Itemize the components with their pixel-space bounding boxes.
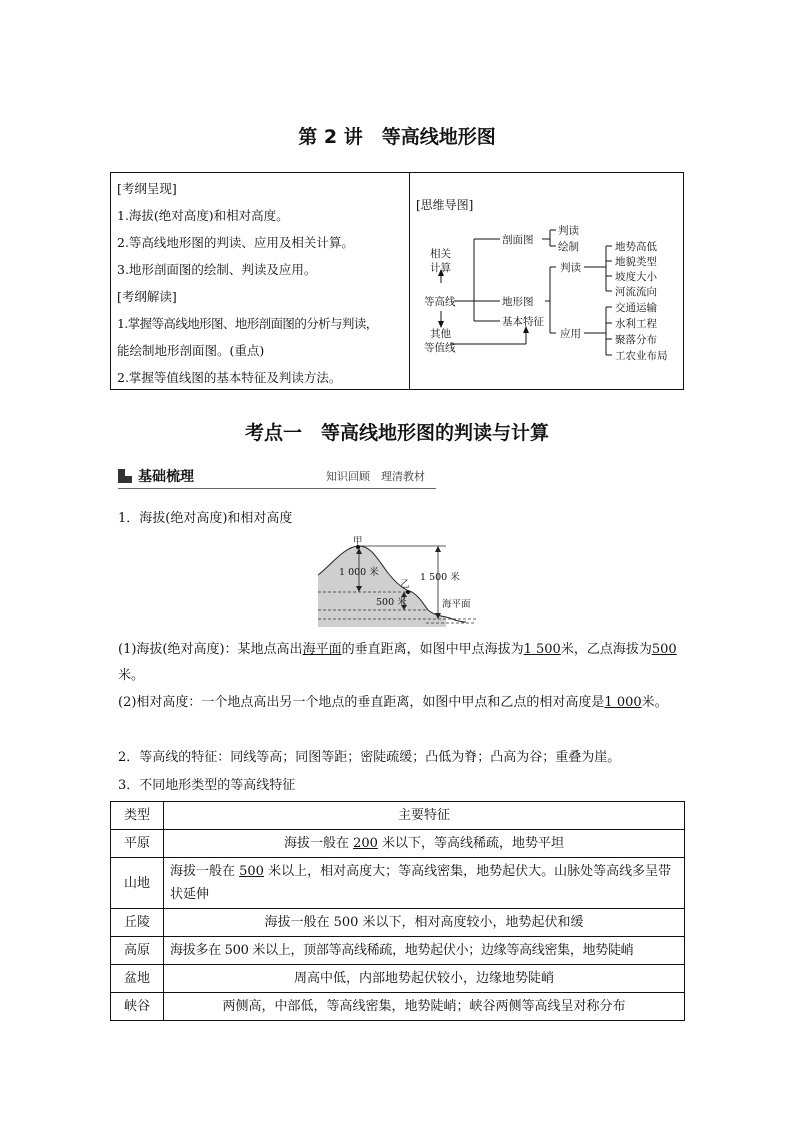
landform-table xyxy=(110,801,685,1021)
mind-node: 等值线 xyxy=(424,342,456,354)
label-1500: 1 500 米 xyxy=(420,572,460,583)
heading-3: 3．不同地形类型的等高线特征 xyxy=(118,778,296,793)
syllabus-line: 能绘制地形剖面图。(重点) xyxy=(117,343,265,358)
text: (1)海拔(绝对高度)：某地点高出 xyxy=(118,642,303,657)
mind-map-label: [思维导图] xyxy=(416,198,474,212)
syllabus-line: 1.海拔(绝对高度)和相对高度。 xyxy=(117,208,289,223)
type-cell: 丘陵 xyxy=(111,909,164,937)
text: 米。 xyxy=(118,668,145,683)
mind-node: 水利工程 xyxy=(615,318,657,330)
mind-node: 绘制 xyxy=(558,241,579,253)
header-cell: 类型 xyxy=(111,802,164,830)
text: 米。 xyxy=(641,695,668,710)
mind-node: 判读 xyxy=(560,262,581,274)
mind-node: 计算 xyxy=(430,262,451,274)
table-header-row xyxy=(111,802,685,830)
type-cell: 峡谷 xyxy=(111,993,164,1021)
table-row xyxy=(111,937,685,965)
jichu-rule xyxy=(118,488,436,489)
mind-map xyxy=(410,173,684,389)
feature-cell xyxy=(164,858,685,909)
mind-node: 河流流向 xyxy=(615,286,657,298)
answer-blank: 1 500 xyxy=(523,642,561,657)
feature-cell: 两侧高，中部低，等高线密集，地势陡峭；峡谷两侧等高线呈对称分布 xyxy=(164,993,685,1021)
paragraph-features: 2．等高线的特征：同线等高；同图等距；密陡疏缓；凸低为脊；凸高为谷；重叠为崖。 xyxy=(118,750,621,765)
syllabus-line: [考纲解读] xyxy=(117,289,177,304)
paragraph-altitude xyxy=(118,637,684,689)
label-1000: 1 000 米 xyxy=(339,567,379,578)
header-cell: 主要特征 xyxy=(164,802,685,830)
type-cell: 高原 xyxy=(111,937,164,965)
paragraph-relative xyxy=(118,690,684,716)
heading-1: 1．海拔(绝对高度)和相对高度 xyxy=(118,511,293,526)
text: 海拔一般在 xyxy=(283,836,354,851)
text: 海拔一般在 xyxy=(170,864,240,879)
mind-node: 聚落分布 xyxy=(615,334,657,346)
mind-node: 交通运输 xyxy=(615,302,657,314)
mind-node: 其他 xyxy=(430,328,451,340)
answer-blank: 200 xyxy=(353,836,378,851)
mind-node: 地势高低 xyxy=(615,241,657,253)
feature-cell: 海拔多在 500 米以上，顶部等高线稀疏，地势起伏小；边缘等高线密集，地势陡峭 xyxy=(164,937,685,965)
jichu-banner xyxy=(118,466,436,490)
table-row xyxy=(111,830,685,858)
section-heading: 考点一 等高线地形图的判读与计算 xyxy=(244,422,549,444)
syllabus-line: 2.掌握等值线图的基本特征及判读方法。 xyxy=(117,370,342,385)
jichu-label: 基础梳理 xyxy=(138,469,194,485)
text: 米以上，相对高度大；等高线密集，地势起伏大。山脉处等高线多呈带状延伸 xyxy=(170,864,672,902)
altitude-figure xyxy=(316,535,481,630)
label-yi: 乙 xyxy=(400,579,410,590)
table-row xyxy=(111,965,685,993)
mind-node: 应用 xyxy=(560,328,581,340)
jichu-subtitle: 知识回顾 理清教材 xyxy=(326,470,425,483)
text: 米，乙点海拔为 xyxy=(560,642,652,657)
outline-box xyxy=(110,172,684,390)
syllabus-line: 1.掌握等高线地形图、地形剖面图的分析与判读， xyxy=(117,316,378,331)
mind-node: 工农业布局 xyxy=(615,350,668,362)
mind-node: 地形图 xyxy=(502,296,534,308)
mind-node: 坡度大小 xyxy=(615,271,657,283)
mind-node: 剖面图 xyxy=(502,234,534,246)
text: 米以下，等高线稀疏，地势平坦 xyxy=(377,836,565,851)
type-cell: 平原 xyxy=(111,830,164,858)
mind-node: 地貌类型 xyxy=(615,256,657,268)
feature-cell xyxy=(164,830,685,858)
table-row xyxy=(111,993,685,1021)
table-row xyxy=(111,858,685,909)
answer-blank: 海平面 xyxy=(302,642,342,657)
label-sea: 海平面 xyxy=(442,599,471,610)
mind-node: 基本特征 xyxy=(502,316,544,328)
page-title: 第 2 讲 等高线地形图 xyxy=(298,126,496,148)
feature-cell: 周高中低，内部地势起伏较小，边缘地势陡峭 xyxy=(164,965,685,993)
text: 的垂直距离，如图中甲点海拔为 xyxy=(341,642,524,657)
syllabus-line: [考纲呈现] xyxy=(117,181,177,196)
syllabus-column xyxy=(117,175,407,391)
table-row xyxy=(111,909,685,937)
feature-cell: 海拔一般在 500 米以下，相对高度较小，地势起伏和缓 xyxy=(164,909,685,937)
square-icon xyxy=(118,469,132,483)
type-cell: 盆地 xyxy=(111,965,164,993)
mind-node: 判读 xyxy=(558,225,579,237)
answer-blank: 500 xyxy=(239,864,264,879)
answer-blank: 500 xyxy=(651,642,677,657)
mind-node: 等高线 xyxy=(424,296,456,308)
label-jia: 甲 xyxy=(353,536,363,547)
text: (2)相对高度：一个地点高出另一个地点的垂直距离，如图中甲点和乙点的相对高度是 xyxy=(118,695,605,710)
answer-blank: 1 000 xyxy=(604,695,642,710)
label-500: 500 米 xyxy=(376,597,407,608)
type-cell: 山地 xyxy=(111,858,164,909)
syllabus-line: 2.等高线地形图的判读、应用及相关计算。 xyxy=(117,235,354,250)
mind-node: 相关 xyxy=(430,248,451,260)
syllabus-line: 3.地形剖面图的绘制、判读及应用。 xyxy=(117,262,317,277)
